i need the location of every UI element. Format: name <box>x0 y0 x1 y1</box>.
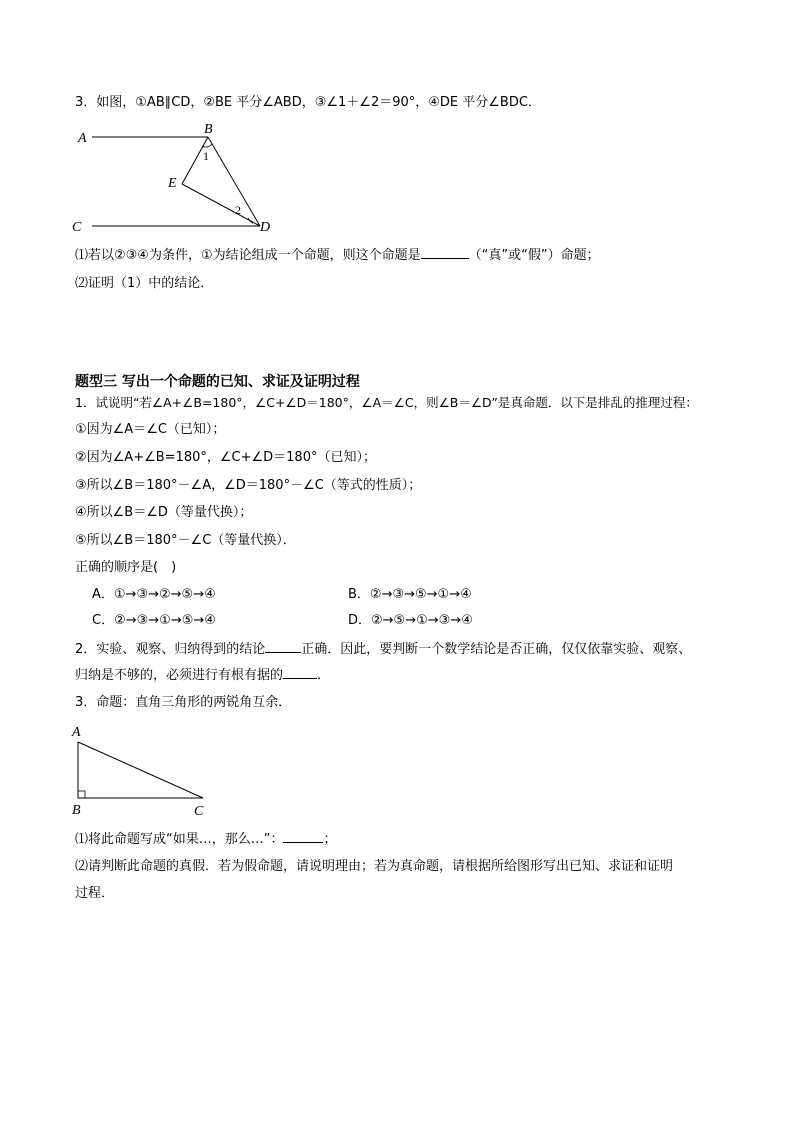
q3-top-part2: ⑵证明（1）中的结论． <box>75 276 214 291</box>
label-C: C <box>72 220 82 232</box>
q2-text-a: 2．实验、观察、归纳得到的结论 <box>75 642 266 657</box>
q2-text-b: 正确．因此，要判断一个数学结论是否正确，仅仅依靠实验、观察、 <box>301 642 692 657</box>
label-A: A <box>78 131 87 146</box>
label-B: B <box>72 803 81 818</box>
answer-blank[interactable] <box>421 246 469 259</box>
q2-text-d: ． <box>317 668 331 683</box>
q1-step-3: ③所以∠B＝180°－∠A，∠D＝180°－∠C（等式的性质）； <box>75 478 422 493</box>
parallel-lines-figure <box>70 122 300 232</box>
q3-part2-line-2: 过程． <box>75 886 115 901</box>
right-triangle-figure <box>68 720 218 820</box>
right-angle-mark <box>78 791 85 798</box>
label-C: C <box>194 804 204 819</box>
label-angle-1: 1 <box>203 149 209 163</box>
q1-prompt: 正确的顺序是( ) <box>75 560 177 575</box>
label-angle-2: 2 <box>235 203 241 217</box>
segment-bd <box>208 137 260 226</box>
q2-line-1 <box>75 640 691 659</box>
q1-option-c[interactable]: C．②→③→①→⑤→④ <box>92 613 216 628</box>
q3-part1 <box>75 830 337 849</box>
q1-option-d[interactable]: D．②→⑤→①→③→④ <box>348 613 473 628</box>
label-A: A <box>72 725 81 740</box>
q1-step-4: ④所以∠B＝∠D（等量代换）； <box>75 505 253 520</box>
q3-top-part1-text-b: （“真”或“假”）命题； <box>468 248 600 263</box>
q1-step-5: ⑤所以∠B＝180°－∠C（等量代换）． <box>75 533 296 548</box>
side-ac <box>78 742 203 798</box>
label-B: B <box>204 122 213 137</box>
q3-top-part1-text-a: ⑴若以②③④为条件，①为结论组成一个命题，则这个命题是 <box>75 248 421 263</box>
q2-text-c: 归纳是不够的，必须进行有根有据的 <box>75 668 284 683</box>
q1-option-a[interactable]: A．①→③→②→⑤→④ <box>92 587 216 602</box>
section-title: 题型三 写出一个命题的已知、求证及证明过程 <box>75 374 360 390</box>
q3-part2-line-1: ⑵请判断此命题的真假．若为假命题，请说明理由；若为真命题，请根据所给图形写出已知、求证和证明 <box>75 859 674 874</box>
q3-stem: 3．命题：直角三角形的两锐角互余． <box>75 695 292 710</box>
q3-part1-text-a: ⑴将此命题写成“如果…，那么…”： <box>75 832 284 847</box>
q3-top-part1 <box>75 246 600 265</box>
answer-blank[interactable] <box>283 666 317 679</box>
q1-step-2: ②因为∠A+∠B=180°，∠C+∠D＝180°（已知）； <box>75 450 376 465</box>
q1-option-b[interactable]: B．②→③→⑤→①→④ <box>348 587 472 602</box>
q1-step-1: ①因为∠A＝∠C（已知）； <box>75 422 226 437</box>
q1-stem: 1．试说明“若∠A+∠B=180°，∠C+∠D＝180°，∠A＝∠C，则∠B＝∠D”是真命题．以下是排乱的推理过程： <box>75 395 698 410</box>
q3-top-stem: 3．如图，①AB∥CD，②BE 平分∠ABD，③∠1＋∠2＝90°，④DE 平分∠BDC． <box>75 95 541 110</box>
q2-line-2 <box>75 666 330 685</box>
label-E: E <box>168 176 177 191</box>
answer-blank[interactable] <box>265 640 301 653</box>
q3-part1-text-b: ； <box>323 832 337 847</box>
answer-blank[interactable] <box>283 830 323 843</box>
label-D: D <box>260 220 271 232</box>
